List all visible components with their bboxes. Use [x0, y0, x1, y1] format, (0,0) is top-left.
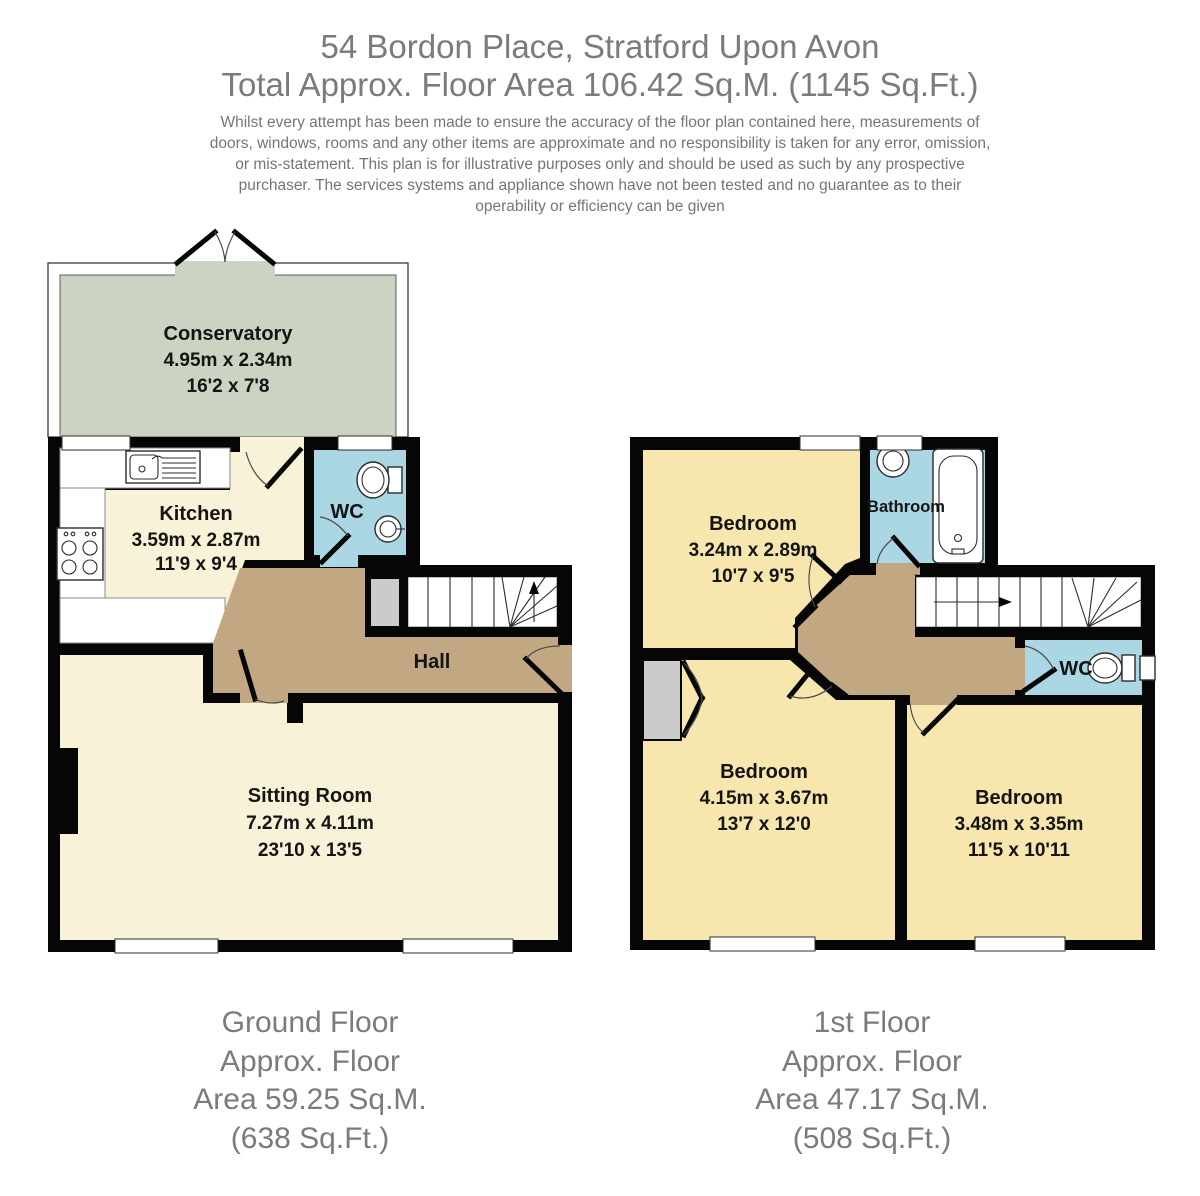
window: [975, 937, 1065, 951]
bedroom3-label: Bedroom: [975, 787, 1063, 809]
conservatory-door-threshold: [175, 261, 275, 276]
wc-label: WC: [1059, 658, 1093, 680]
window: [115, 939, 218, 953]
caption-line: (508 Sq.Ft.): [792, 1121, 952, 1155]
bedroom3-dims-metric: 3.48m x 3.35m: [954, 814, 1084, 835]
caption-line: Approx. Floor: [781, 1044, 963, 1078]
kitchen-label: Kitchen: [159, 503, 233, 525]
front-door-gap: [558, 645, 572, 692]
caption-line: (638 Sq.Ft.): [230, 1121, 390, 1155]
door-gap: [1015, 648, 1025, 690]
caption-line: Approx. Floor: [219, 1044, 401, 1078]
chimney-breast: [48, 748, 78, 834]
french-door-leaf: [235, 232, 273, 263]
kitchen-sink-icon: [126, 451, 200, 483]
bedroom2-dims-metric: 4.15m x 3.67m: [699, 788, 829, 809]
wc-label: WC: [330, 501, 364, 523]
hall-label: Hall: [413, 651, 451, 673]
hob-icon: [57, 528, 103, 580]
door-gap: [910, 695, 957, 705]
bedroom2-label: Bedroom: [720, 761, 808, 783]
toilet-icon: [357, 462, 402, 498]
conservatory-dims-imperial: 16'2 x 7'8: [186, 376, 270, 397]
sitting-room-dims-metric: 7.27m x 4.11m: [246, 813, 374, 834]
kitchen-dims-metric: 3.59m x 2.87m: [131, 530, 261, 551]
understairs-cupboard: [370, 578, 400, 627]
caption-line: Area 47.17 Sq.M.: [755, 1083, 989, 1116]
bedroom1-dims-imperial: 10'7 x 9'5: [711, 566, 795, 587]
first-floor-caption: [622, 1004, 1122, 1158]
bedroom3-dims-imperial: 11'5 x 10'11: [967, 840, 1071, 861]
kitchen-dims-imperial: 11'9 x 9'4: [155, 554, 237, 575]
staircase-icon: [915, 576, 1142, 628]
bathroom-label: Bathroom: [867, 498, 945, 516]
staircase-icon: [407, 576, 558, 628]
sitting-room-dims-imperial: 23'10 x 13'5: [257, 840, 363, 861]
ground-floor-plan: [40, 225, 610, 965]
caption-line: 1st Floor: [813, 1006, 931, 1039]
door-swing-arc: [215, 232, 225, 262]
bedroom1-label: Bedroom: [709, 513, 797, 535]
caption-line: Ground Floor: [221, 1006, 399, 1039]
window: [710, 937, 815, 951]
sitting-room-label: Sitting Room: [247, 785, 373, 807]
bedroom2-dims-imperial: 13'7 x 12'0: [717, 814, 811, 835]
door-swing-arc: [225, 232, 235, 262]
window: [338, 436, 392, 450]
conservatory-label: Conservatory: [163, 323, 293, 345]
window: [877, 436, 922, 450]
total-area-subtitle: Total Approx. Floor Area 106.42 Sq.M. (1145 Sq.Ft.): [221, 66, 979, 103]
toilet-icon: [1088, 653, 1155, 683]
window: [62, 436, 130, 450]
ground-floor-caption: [60, 1004, 560, 1158]
closet: [643, 660, 681, 740]
window: [800, 436, 860, 450]
door-gap: [876, 563, 920, 575]
kitchen-counter: [60, 598, 225, 643]
window: [403, 939, 513, 953]
caption-line: Area 59.25 Sq.M.: [193, 1083, 427, 1116]
page-title: 54 Bordon Place, Stratford Upon Avon: [320, 28, 880, 65]
bedroom1-dims-metric: 3.24m x 2.89m: [688, 540, 818, 561]
wall-stub: [287, 703, 303, 723]
first-floor-plan: [620, 425, 1165, 965]
french-door-leaf: [177, 232, 215, 263]
conservatory-dims-metric: 4.95m x 2.34m: [163, 350, 293, 371]
disclaimer-text: Whilst every attempt has been made to ensure the accuracy of the floor plan contained here, measurements of doors, windows, rooms and any other items are approximate and no responsibility is taken for any error, omission, or mis-statement. This plan is for illustrative purposes only and should be used as such by any prospective purchaser. The services systems and appliance shown have not been tested and no guarantee as to their operability or efficiency can be given: [209, 114, 991, 215]
header: [0, 0, 1200, 217]
